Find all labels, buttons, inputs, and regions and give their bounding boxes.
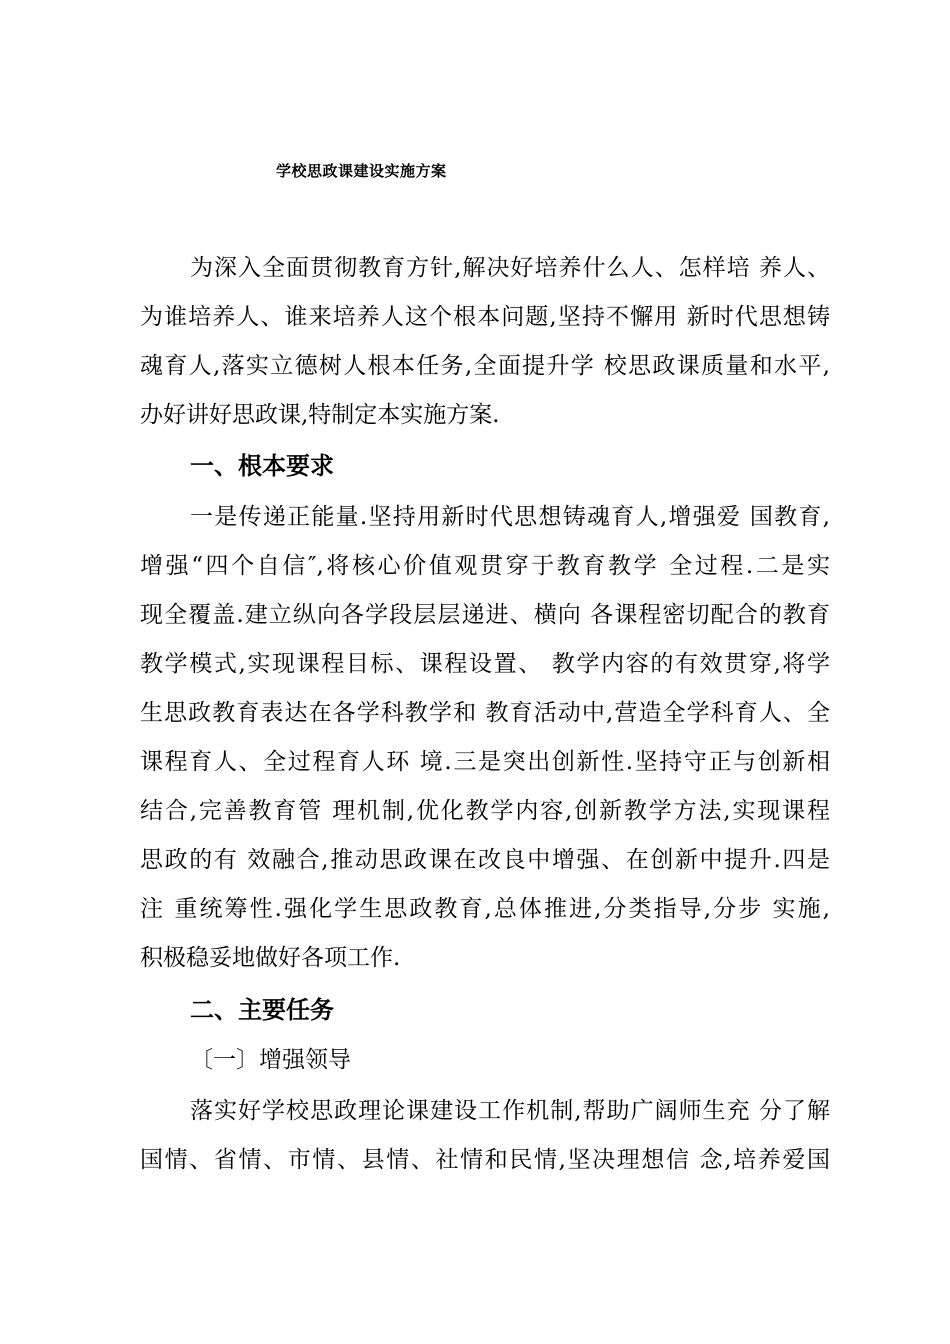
section1-line: 注 重统筹性.强化学生思政教育,总体推进,分类指导,分步 实施, — [140, 896, 830, 922]
intro-line: 魂育人,落实立德树人根本任务,全面提升学 校思政课质量和水平, — [140, 353, 830, 379]
section1-line: 增强“四个自信″,将核心价值观贯穿于教育教学 全过程.二是实 — [140, 553, 830, 579]
section1-line: 结合,完善教育管 理机制,优化教学内容,创新教学方法,实现课程 — [140, 798, 830, 824]
intro-line: 为深入全面贯彻教育方针,解决好培养什么人、怎样培 养人、 — [190, 255, 830, 281]
section1-line: 一是传递正能量.坚持用新时代思想铸魂育人,增强爱 国教育, — [190, 504, 830, 530]
section2-line: 国情、省情、市情、县情、社情和民情,坚决理想信 念,培养爱国 — [140, 1147, 830, 1173]
section1-line: 生思政教育表达在各学科教学和 教育活动中,营造全学科育人、全 — [140, 700, 830, 726]
intro-line: 为谁培养人、谁来培养人这个根本问题,坚持不懈用 新时代思想铸 — [140, 304, 830, 330]
section2-line: 落实好学校思政理论课建设工作机制,帮助广阔师生充 分了解 — [190, 1098, 830, 1124]
section1-line: 积极稳妥地做好各项工作. — [140, 945, 401, 971]
section-heading-1: 一、根本要求 — [190, 452, 334, 480]
section1-line: 现全覆盖.建立纵向各学段层层递进、横向 各课程密切配合的教育 — [140, 602, 830, 628]
section-heading-2: 二、主要任务 — [190, 996, 334, 1024]
intro-line: 办好讲好思政课,特制定本实施方案. — [140, 402, 500, 428]
section1-line: 课程育人、全过程育人环 境.三是突出创新性.坚持守正与创新相 — [140, 749, 830, 775]
section1-line: 教学模式,实现课程目标、课程设置、 教学内容的有效贯穿,将学 — [140, 651, 830, 677]
section1-line: 思政的有 效融合,推动思政课在改良中增强、在创新中提升.四是 — [140, 847, 830, 873]
subsection-heading: 〔一〕增强领导 — [190, 1047, 351, 1073]
document-title: 学校思政课建设实施方案 — [276, 162, 447, 180]
